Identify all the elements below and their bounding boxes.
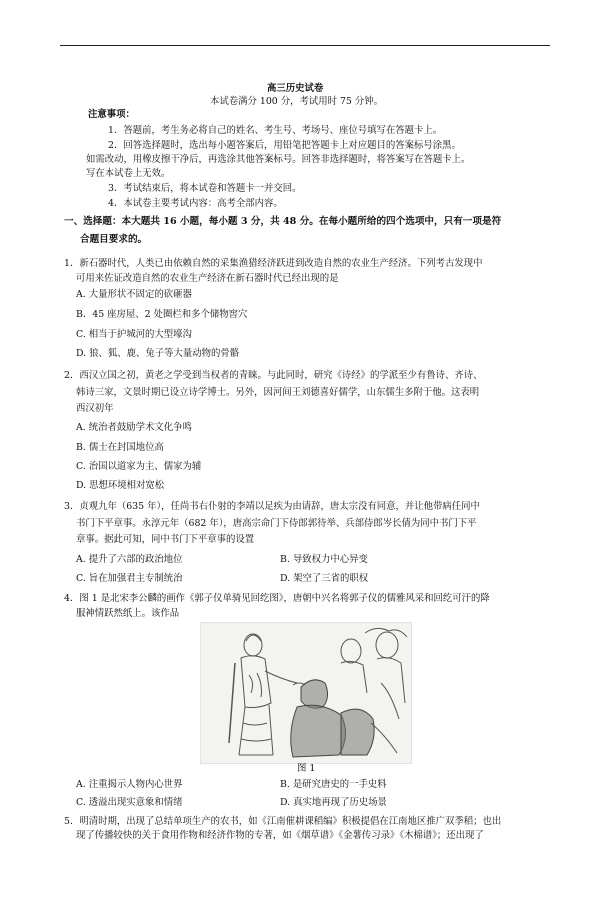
q2-option-a: A. 统治者鼓励学术文化争鸣 [76, 422, 192, 433]
note-line: 写在本试卷上无效。 [86, 168, 171, 179]
q1-option-c: C. 相当于护城河的大型壕沟 [76, 329, 192, 340]
q1-option-a: A. 大量形状不固定的砍砸器 [76, 289, 192, 300]
q3-stem: 章事。据此可知，同中书门下平章事的设置 [76, 534, 255, 545]
q2-stem: 2．西汉立国之初，黄老之学受到当权者的青睐。与此同时，研究《诗经》的学派至少有鲁诗、齐诗、 [64, 370, 483, 381]
q2-option-d: D. 思想环境相对宽松 [76, 480, 165, 491]
q4-option-b: B. 是研究唐史的一手史料 [280, 779, 387, 790]
figure-caption: 图 1 [297, 763, 316, 774]
note-line: 2．回答选择题时，选出每小题答案后，用铅笔把答题卡上对应题目的答案标号涂黑。 [108, 140, 461, 151]
q1-stem: 可用来佐证改造自然的农业生产经济在新石器时代已经出现的是 [76, 273, 339, 284]
q4-option-a: A. 注重揭示人物内心世界 [76, 779, 183, 790]
figure-painting [200, 622, 412, 764]
q2-stem: 韩诗三家，文景时期已设立诗学博士。另外，因河间王刘德喜好儒学，山东儒生多附于他。这表明 [76, 387, 480, 398]
q2-stem: 西汉初年 [76, 403, 114, 414]
q3-stem: 书门下平章事。永淳元年（682 年），唐高宗命门下侍郎郭待举、兵部侍郎岑长倩为同中书门下平 [76, 518, 477, 529]
q1-stem: 1．新石器时代，人类已由依赖自然的采集渔猎经济跃进到改造自然的农业生产经济。下列考古发现中 [64, 258, 483, 269]
section-heading-cont: 合题目要求的。 [80, 234, 148, 245]
exam-title: 高三历史试卷 [267, 83, 324, 94]
q4-option-d: D. 真实地再现了历史场景 [280, 797, 387, 808]
q4-option-c: C. 透溢出现实意象和情绪 [76, 797, 183, 808]
note-line: 如需改动，用橡皮擦干净后，再选涂其他答案标号。回答非选择题时，将答案写在答题卡上。 [86, 154, 471, 165]
q2-option-c: C. 治国以道家为主、儒家为辅 [76, 461, 202, 472]
notes-heading: 注意事项： [88, 109, 135, 120]
q3-option-a: A. 提升了六部的政治地位 [76, 554, 183, 565]
q1-option-d: D. 狼、狐、鹿、兔子等大量动物的骨骼 [76, 348, 240, 359]
q1-option-b: B．45 座房屋、2 处圈栏和多个储物窖穴 [76, 309, 248, 320]
q2-option-b: B. 儒士在封国地位高 [76, 442, 164, 453]
painting-sketch-icon [201, 623, 411, 763]
q3-option-d: D. 架空了三省的职权 [280, 573, 369, 584]
q5-stem: 5．明清时期，出现了总结单项生产的农书，如《江南催耕课稻编》积极提倡在江南地区推广双季稻；也出 [64, 816, 502, 827]
note-line: 1．答题前，考生务必将自己的姓名、考生号、考场号、座位号填写在答题卡上。 [108, 125, 443, 136]
q4-stem: 服神情跃然纸上。该作品 [76, 608, 180, 619]
q3-stem: 3．贞观九年（635 年），任尚书右仆射的李靖以足疾为由请辞，唐太宗没有同意，并让他带病任同中 [64, 501, 480, 512]
q4-stem: 4．图 1 是北宋李公麟的画作《郭子仪单骑见回纥图》，唐朝中兴名将郭子仪的儒雅风采和回纥可汗的降 [64, 593, 490, 604]
q5-stem: 现了传播较快的关于食用作物和经济作物的专著，如《烟草谱》《金薯传习录》《木棉谱》；还出现了 [76, 830, 484, 841]
note-line: 3．考试结束后，将本试卷和答题卡一并交回。 [108, 183, 302, 194]
q3-option-b: B. 导致权力中心异变 [280, 554, 368, 565]
note-line: 4．本试卷主要考试内容：高考全部内容。 [108, 198, 283, 209]
top-rule [60, 45, 550, 46]
section-heading: 一、选择题：本大题共 16 小题，每小题 3 分，共 48 分。在每小题所给的四个选项中，只有一项是符 [64, 216, 502, 227]
q3-option-c: C. 旨在加强君主专制统治 [76, 573, 183, 584]
exam-subtitle: 本试卷满分 100 分，考试用时 75 分钟。 [210, 96, 383, 107]
